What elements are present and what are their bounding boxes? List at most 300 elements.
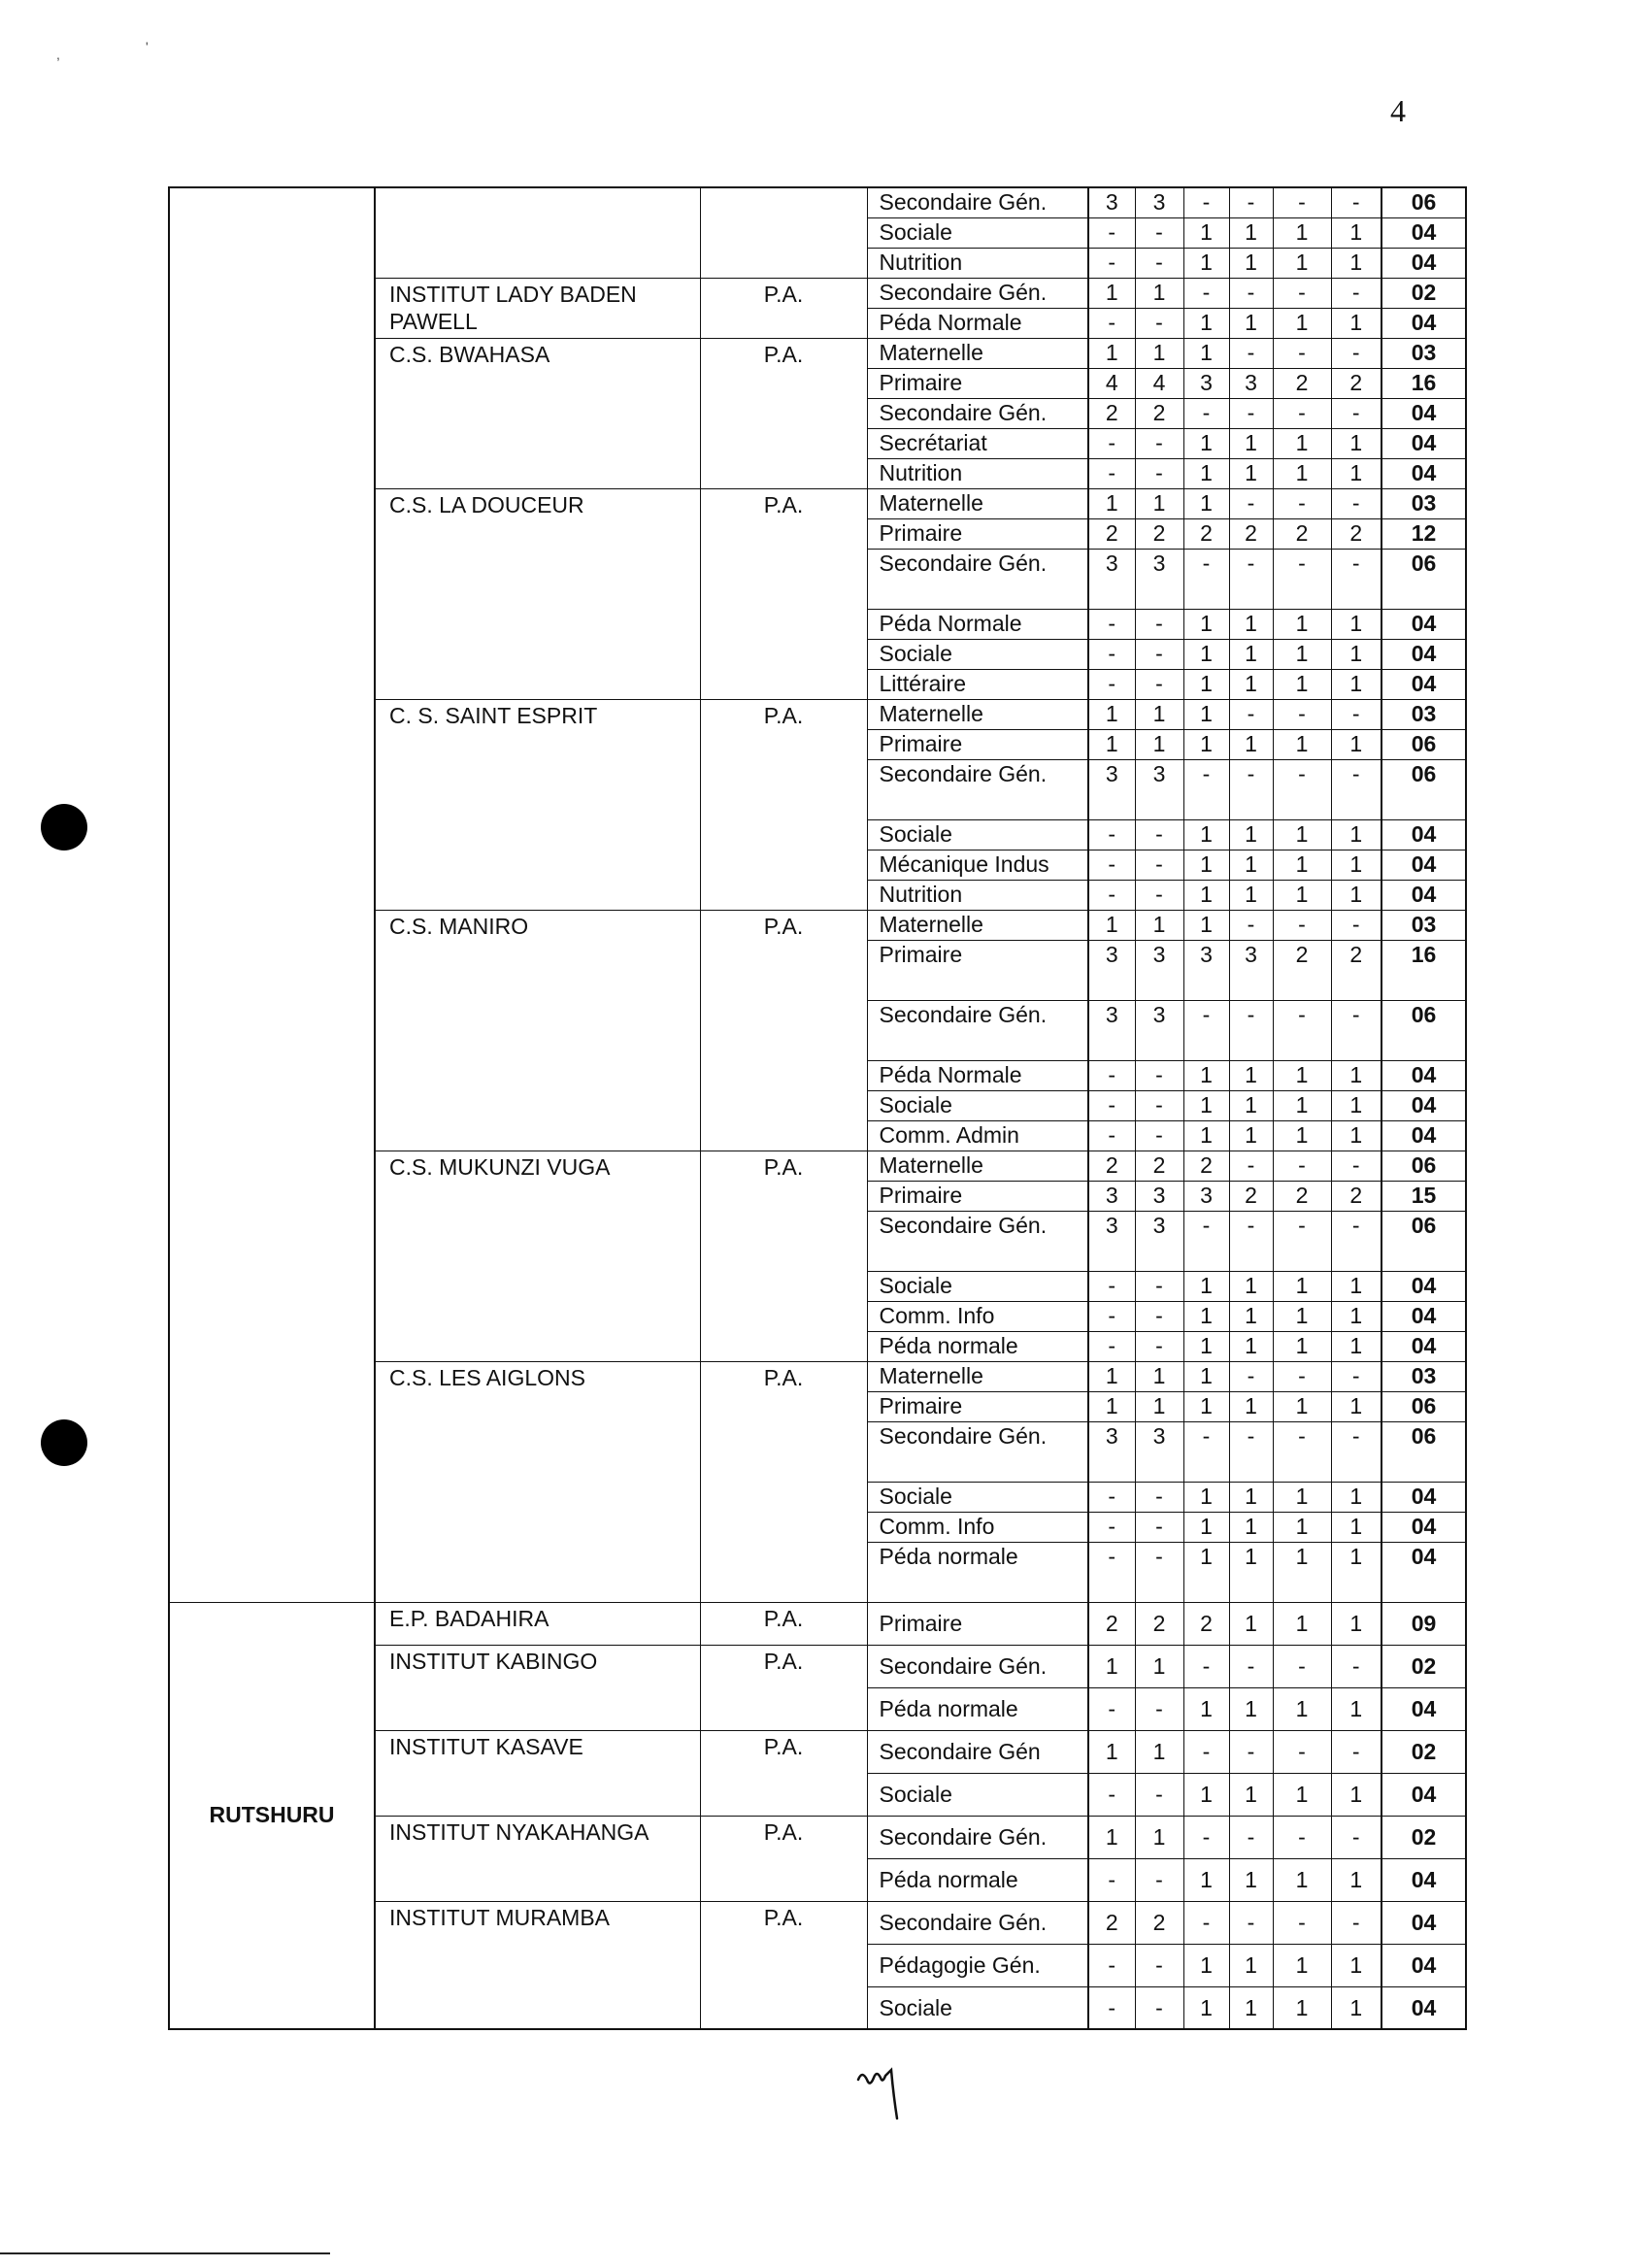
- section-name: Sociale: [867, 1090, 1088, 1120]
- school-status: P.A.: [700, 338, 867, 488]
- class-count: 1: [1331, 1090, 1381, 1120]
- class-count: 1: [1331, 669, 1381, 699]
- class-count: -: [1135, 308, 1183, 338]
- class-count: 1: [1273, 1602, 1331, 1645]
- class-count: -: [1229, 910, 1273, 940]
- class-count: 1: [1273, 1986, 1331, 2029]
- row-total: 06: [1381, 759, 1466, 819]
- class-count: 1: [1331, 1687, 1381, 1730]
- page-number: 4: [1390, 93, 1406, 128]
- class-count: 1: [1183, 819, 1229, 850]
- school-name: E.P. BADAHIRA: [375, 1602, 700, 1645]
- class-count: -: [1331, 699, 1381, 729]
- class-count: -: [1183, 759, 1229, 819]
- class-count: 2: [1183, 1602, 1229, 1645]
- class-count: 3: [1135, 549, 1183, 609]
- staff-allocation-table: [168, 186, 1467, 2030]
- class-count: 1: [1229, 1301, 1273, 1331]
- row-total: 06: [1381, 1151, 1466, 1181]
- section-name: Sociale: [867, 819, 1088, 850]
- section-name: Comm. Info: [867, 1512, 1088, 1542]
- section-name: Maternelle: [867, 1151, 1088, 1181]
- class-count: -: [1088, 308, 1135, 338]
- class-count: -: [1088, 639, 1135, 669]
- school-name: C.S. MUKUNZI VUGA: [375, 1151, 700, 1361]
- class-count: 1: [1135, 1730, 1183, 1773]
- class-count: 1: [1135, 278, 1183, 308]
- class-count: -: [1088, 1482, 1135, 1512]
- section-name: Secondaire Gén.: [867, 1211, 1088, 1271]
- class-count: 1: [1273, 1391, 1331, 1421]
- row-total: 04: [1381, 1271, 1466, 1301]
- class-count: -: [1088, 1986, 1135, 2029]
- row-total: 04: [1381, 609, 1466, 639]
- class-count: 1: [1135, 1361, 1183, 1391]
- class-count: 1: [1229, 1271, 1273, 1301]
- class-count: 1: [1183, 699, 1229, 729]
- class-count: -: [1273, 1730, 1331, 1773]
- class-count: 2: [1273, 940, 1331, 1000]
- class-count: 1: [1183, 1986, 1229, 2029]
- row-total: 04: [1381, 1944, 1466, 1986]
- class-count: 1: [1331, 729, 1381, 759]
- class-count: 1: [1273, 428, 1331, 458]
- class-count: -: [1229, 398, 1273, 428]
- class-count: 1: [1183, 669, 1229, 699]
- class-count: 3: [1088, 1421, 1135, 1482]
- class-count: 1: [1135, 1816, 1183, 1858]
- class-count: 1: [1183, 910, 1229, 940]
- class-count: 1: [1135, 488, 1183, 518]
- class-count: 1: [1273, 819, 1331, 850]
- section-name: Pédagogie Gén.: [867, 1944, 1088, 1986]
- class-count: 1: [1183, 1120, 1229, 1151]
- class-count: -: [1331, 338, 1381, 368]
- class-count: 1: [1331, 1602, 1381, 1645]
- class-count: 1: [1273, 1301, 1331, 1331]
- class-count: -: [1135, 1512, 1183, 1542]
- class-count: -: [1088, 609, 1135, 639]
- class-count: 1: [1273, 1512, 1331, 1542]
- class-count: -: [1331, 1901, 1381, 1944]
- class-count: -: [1331, 488, 1381, 518]
- class-count: 1: [1273, 1687, 1331, 1730]
- class-count: 1: [1183, 1391, 1229, 1421]
- class-count: -: [1331, 1151, 1381, 1181]
- class-count: 1: [1229, 850, 1273, 880]
- class-count: -: [1331, 759, 1381, 819]
- section-name: Nutrition: [867, 458, 1088, 488]
- class-count: 1: [1229, 669, 1273, 699]
- class-count: 1: [1183, 1858, 1229, 1901]
- class-count: -: [1273, 187, 1331, 217]
- class-count: -: [1183, 1816, 1229, 1858]
- class-count: 2: [1088, 1151, 1135, 1181]
- class-count: -: [1273, 699, 1331, 729]
- school-status: P.A.: [700, 488, 867, 699]
- bottom-rule: [0, 2252, 330, 2254]
- row-total: 04: [1381, 217, 1466, 248]
- class-count: -: [1088, 1542, 1135, 1602]
- class-count: -: [1088, 458, 1135, 488]
- class-count: 1: [1183, 338, 1229, 368]
- section-name: Maternelle: [867, 699, 1088, 729]
- class-count: 1: [1331, 1120, 1381, 1151]
- class-count: -: [1273, 278, 1331, 308]
- class-count: 1: [1183, 639, 1229, 669]
- class-count: 2: [1273, 518, 1331, 549]
- class-count: 1: [1273, 1060, 1331, 1090]
- class-count: -: [1229, 1645, 1273, 1687]
- class-count: 2: [1273, 368, 1331, 398]
- school-name: INSTITUT LADY BADEN PAWELL: [375, 278, 700, 338]
- class-count: 1: [1273, 1482, 1331, 1512]
- class-count: 3: [1088, 187, 1135, 217]
- class-count: 1: [1331, 1944, 1381, 1986]
- class-count: -: [1229, 1730, 1273, 1773]
- school-name: C.S. MANIRO: [375, 910, 700, 1151]
- class-count: 1: [1088, 1730, 1135, 1773]
- class-count: -: [1183, 549, 1229, 609]
- class-count: -: [1229, 187, 1273, 217]
- class-count: -: [1135, 1271, 1183, 1301]
- row-total: 02: [1381, 1730, 1466, 1773]
- row-total: 04: [1381, 1120, 1466, 1151]
- section-name: Sociale: [867, 639, 1088, 669]
- class-count: -: [1273, 1361, 1331, 1391]
- row-total: 02: [1381, 1645, 1466, 1687]
- class-count: -: [1088, 1120, 1135, 1151]
- class-count: -: [1273, 759, 1331, 819]
- class-count: -: [1273, 549, 1331, 609]
- class-count: -: [1135, 1301, 1183, 1331]
- school-status: P.A.: [700, 278, 867, 338]
- section-name: Primaire: [867, 940, 1088, 1000]
- class-count: -: [1183, 1421, 1229, 1482]
- school-name: C.S. LES AIGLONS: [375, 1361, 700, 1602]
- class-count: -: [1331, 278, 1381, 308]
- class-count: 1: [1229, 458, 1273, 488]
- class-count: 2: [1135, 1151, 1183, 1181]
- class-count: -: [1229, 1000, 1273, 1060]
- class-count: 3: [1229, 940, 1273, 1000]
- class-count: -: [1229, 1361, 1273, 1391]
- class-count: 1: [1183, 308, 1229, 338]
- class-count: 1: [1331, 880, 1381, 910]
- row-total: 06: [1381, 187, 1466, 217]
- section-name: Primaire: [867, 368, 1088, 398]
- class-count: -: [1229, 759, 1273, 819]
- class-count: 1: [1229, 308, 1273, 338]
- section-name: Secondaire Gén.: [867, 759, 1088, 819]
- class-count: 1: [1331, 458, 1381, 488]
- class-count: 3: [1135, 1421, 1183, 1482]
- class-count: 1: [1183, 1361, 1229, 1391]
- section-name: Maternelle: [867, 488, 1088, 518]
- class-count: -: [1331, 187, 1381, 217]
- class-count: -: [1088, 1512, 1135, 1542]
- class-count: -: [1273, 338, 1331, 368]
- section-name: Péda normale: [867, 1858, 1088, 1901]
- school-name: INSTITUT NYAKAHANGA: [375, 1816, 700, 1901]
- class-count: 1: [1183, 850, 1229, 880]
- school-status: P.A.: [700, 1151, 867, 1361]
- class-count: 3: [1088, 759, 1135, 819]
- class-count: -: [1273, 1816, 1331, 1858]
- section-name: Primaire: [867, 1391, 1088, 1421]
- row-total: 03: [1381, 699, 1466, 729]
- class-count: -: [1183, 1211, 1229, 1271]
- class-count: 1: [1229, 428, 1273, 458]
- class-count: -: [1331, 1361, 1381, 1391]
- row-total: 03: [1381, 488, 1466, 518]
- row-total: 12: [1381, 518, 1466, 549]
- class-count: -: [1135, 1060, 1183, 1090]
- class-count: 1: [1273, 1331, 1331, 1361]
- class-count: -: [1273, 1151, 1331, 1181]
- class-count: -: [1135, 248, 1183, 278]
- class-count: 3: [1088, 1211, 1135, 1271]
- class-count: -: [1229, 1421, 1273, 1482]
- class-count: 2: [1088, 1901, 1135, 1944]
- class-count: -: [1135, 1944, 1183, 1986]
- section-name: Mécanique Indus: [867, 850, 1088, 880]
- section-name: Secrétariat: [867, 428, 1088, 458]
- section-name: Littéraire: [867, 669, 1088, 699]
- section-name: Sociale: [867, 1773, 1088, 1816]
- class-count: 1: [1229, 880, 1273, 910]
- class-count: -: [1135, 1482, 1183, 1512]
- class-count: 1: [1273, 1090, 1331, 1120]
- section-name: Secondaire Gén.: [867, 1901, 1088, 1944]
- class-count: -: [1273, 1211, 1331, 1271]
- section-name: Maternelle: [867, 910, 1088, 940]
- class-count: 3: [1088, 1181, 1135, 1211]
- row-total: 06: [1381, 549, 1466, 609]
- class-count: 1: [1273, 458, 1331, 488]
- class-count: 1: [1273, 1858, 1331, 1901]
- row-total: 04: [1381, 1986, 1466, 2029]
- class-count: -: [1183, 187, 1229, 217]
- punch-hole: [41, 1419, 87, 1466]
- class-count: -: [1331, 910, 1381, 940]
- row-total: 04: [1381, 880, 1466, 910]
- class-count: 1: [1331, 1542, 1381, 1602]
- class-count: 1: [1135, 1645, 1183, 1687]
- section-name: Secondaire Gén.: [867, 398, 1088, 428]
- section-name: Péda Normale: [867, 609, 1088, 639]
- row-total: 15: [1381, 1181, 1466, 1211]
- row-total: 04: [1381, 1090, 1466, 1120]
- section-name: Maternelle: [867, 338, 1088, 368]
- section-name: Secondaire Gén.: [867, 549, 1088, 609]
- school-status: P.A.: [700, 699, 867, 910]
- class-count: 1: [1183, 1512, 1229, 1542]
- class-count: 3: [1135, 1211, 1183, 1271]
- row-total: 04: [1381, 308, 1466, 338]
- class-count: -: [1229, 338, 1273, 368]
- section-name: Secondaire Gén: [867, 1730, 1088, 1773]
- class-count: 2: [1273, 1181, 1331, 1211]
- class-count: 1: [1273, 609, 1331, 639]
- region-cell: RUTSHURU: [169, 1602, 375, 2029]
- row-total: 06: [1381, 1421, 1466, 1482]
- class-count: 2: [1331, 518, 1381, 549]
- class-count: -: [1183, 1901, 1229, 1944]
- class-count: -: [1229, 1816, 1273, 1858]
- section-name: Comm. Info: [867, 1301, 1088, 1331]
- class-count: 1: [1135, 1391, 1183, 1421]
- class-count: 1: [1135, 338, 1183, 368]
- class-count: -: [1088, 880, 1135, 910]
- class-count: 1: [1273, 1542, 1331, 1602]
- class-count: 1: [1229, 1986, 1273, 2029]
- class-count: 3: [1088, 549, 1135, 609]
- row-total: 04: [1381, 248, 1466, 278]
- school-status: P.A.: [700, 910, 867, 1151]
- class-count: 2: [1135, 398, 1183, 428]
- class-count: -: [1229, 1901, 1273, 1944]
- class-count: 2: [1229, 1181, 1273, 1211]
- class-count: 1: [1088, 338, 1135, 368]
- class-count: 1: [1088, 1645, 1135, 1687]
- class-count: 1: [1229, 1858, 1273, 1901]
- class-count: -: [1135, 1687, 1183, 1730]
- class-count: 1: [1135, 910, 1183, 940]
- class-count: -: [1135, 1120, 1183, 1151]
- class-count: 1: [1183, 609, 1229, 639]
- row-total: 04: [1381, 850, 1466, 880]
- row-total: 16: [1381, 368, 1466, 398]
- class-count: -: [1088, 428, 1135, 458]
- row-total: 04: [1381, 1512, 1466, 1542]
- class-count: 3: [1183, 1181, 1229, 1211]
- school-status: P.A.: [700, 1602, 867, 1645]
- class-count: -: [1088, 1331, 1135, 1361]
- class-count: -: [1273, 1901, 1331, 1944]
- class-count: 1: [1088, 1361, 1135, 1391]
- row-total: 04: [1381, 458, 1466, 488]
- class-count: 1: [1183, 1090, 1229, 1120]
- class-count: -: [1135, 217, 1183, 248]
- class-count: 1: [1183, 729, 1229, 759]
- section-name: Comm. Admin: [867, 1120, 1088, 1151]
- class-count: 3: [1088, 1000, 1135, 1060]
- class-count: 3: [1135, 1181, 1183, 1211]
- class-count: 2: [1229, 518, 1273, 549]
- class-count: -: [1135, 1986, 1183, 2029]
- class-count: 1: [1183, 1301, 1229, 1331]
- punch-hole: [41, 804, 87, 850]
- row-total: 04: [1381, 819, 1466, 850]
- class-count: -: [1088, 1060, 1135, 1090]
- class-count: -: [1273, 910, 1331, 940]
- class-count: 3: [1135, 940, 1183, 1000]
- table-row: [169, 187, 1466, 217]
- class-count: -: [1088, 850, 1135, 880]
- section-name: Sociale: [867, 217, 1088, 248]
- class-count: 1: [1135, 699, 1183, 729]
- school-name: INSTITUT KABINGO: [375, 1645, 700, 1730]
- school-name: C.S. BWAHASA: [375, 338, 700, 488]
- scan-mark: ': [146, 39, 149, 54]
- class-count: 1: [1331, 1858, 1381, 1901]
- class-count: 1: [1331, 248, 1381, 278]
- school-status: P.A.: [700, 1730, 867, 1816]
- school-status: P.A.: [700, 1901, 867, 2029]
- row-total: 04: [1381, 1301, 1466, 1331]
- class-count: 1: [1229, 1120, 1273, 1151]
- class-count: -: [1183, 1645, 1229, 1687]
- school-status: [700, 187, 867, 278]
- class-count: 2: [1135, 1901, 1183, 1944]
- section-name: Nutrition: [867, 248, 1088, 278]
- row-total: 03: [1381, 338, 1466, 368]
- class-count: 1: [1088, 699, 1135, 729]
- school-name: [375, 187, 700, 278]
- row-total: 04: [1381, 1901, 1466, 1944]
- class-count: 1: [1229, 1542, 1273, 1602]
- section-name: Péda Normale: [867, 1060, 1088, 1090]
- class-count: 1: [1229, 1090, 1273, 1120]
- row-total: 03: [1381, 910, 1466, 940]
- row-total: 04: [1381, 1542, 1466, 1602]
- class-count: 1: [1273, 248, 1331, 278]
- class-count: -: [1088, 1301, 1135, 1331]
- class-count: 2: [1183, 1151, 1229, 1181]
- class-count: 1: [1183, 1331, 1229, 1361]
- class-count: -: [1135, 819, 1183, 850]
- section-name: Sociale: [867, 1986, 1088, 2029]
- row-total: 04: [1381, 398, 1466, 428]
- row-total: 04: [1381, 1482, 1466, 1512]
- class-count: 2: [1135, 518, 1183, 549]
- class-count: 1: [1331, 1331, 1381, 1361]
- class-count: -: [1088, 669, 1135, 699]
- class-count: 3: [1229, 368, 1273, 398]
- row-total: 04: [1381, 669, 1466, 699]
- section-name: Secondaire Gén.: [867, 278, 1088, 308]
- class-count: 1: [1273, 1944, 1331, 1986]
- class-count: -: [1229, 278, 1273, 308]
- section-name: Sociale: [867, 1482, 1088, 1512]
- class-count: 1: [1229, 1944, 1273, 1986]
- class-count: 1: [1135, 729, 1183, 759]
- class-count: 1: [1183, 1482, 1229, 1512]
- class-count: 1: [1088, 1391, 1135, 1421]
- class-count: -: [1229, 1211, 1273, 1271]
- school-status: P.A.: [700, 1645, 867, 1730]
- section-name: Primaire: [867, 1181, 1088, 1211]
- row-total: 06: [1381, 1391, 1466, 1421]
- class-count: 1: [1331, 1512, 1381, 1542]
- class-count: 1: [1331, 1060, 1381, 1090]
- class-count: 1: [1229, 1060, 1273, 1090]
- class-count: 1: [1331, 217, 1381, 248]
- class-count: -: [1088, 1858, 1135, 1901]
- row-total: 04: [1381, 1331, 1466, 1361]
- class-count: 1: [1183, 217, 1229, 248]
- section-name: Péda normale: [867, 1331, 1088, 1361]
- class-count: -: [1135, 458, 1183, 488]
- class-count: -: [1135, 609, 1183, 639]
- class-count: 1: [1229, 639, 1273, 669]
- class-count: -: [1331, 398, 1381, 428]
- class-count: 3: [1135, 759, 1183, 819]
- class-count: -: [1135, 880, 1183, 910]
- class-count: 1: [1273, 1271, 1331, 1301]
- signature-mark: [854, 2058, 922, 2126]
